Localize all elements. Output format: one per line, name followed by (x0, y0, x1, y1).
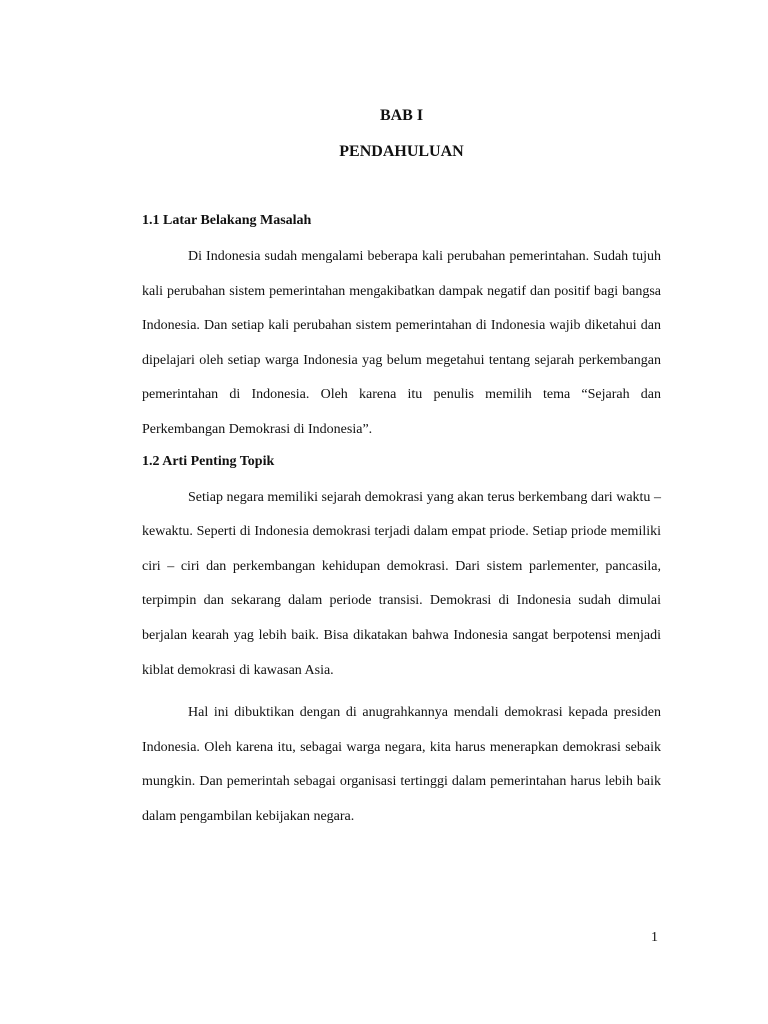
chapter-title: PENDAHULUAN (339, 143, 464, 160)
page-content (142, 105, 661, 835)
section-heading-arti-penting: 1.2 Arti Penting Topik (142, 453, 275, 469)
section-heading-latar-belakang: 1.1 Latar Belakang Masalah (142, 213, 312, 228)
paragraph-latar-belakang: Di Indonesia sudah mengalami beberapa kali perubahan pemerintahan. Sudah tujuh kali perubahan sistem pemerintahan mengakibatkan dampak negatif dan positif bagi bangsa Indonesia. Dan setiap kali perubahan sistem pemerintahan di Indonesia wajib diketahui dan dipelajari oleh setiap warga Indonesia yag belum megetahui tentang sejarah perkembangan pemerintahan di Indonesia. Oleh karena itu penulis memilih tema “Sejarah dan Perkembangan Demokrasi di Indonesia”. (142, 249, 661, 437)
chapter-label: BAB I (379, 107, 424, 124)
paragraph-arti-penting-1: Setiap negara memiliki sejarah demokrasi yang akan terus berkembang dari waktu – kewaktu. Seperti di Indonesia demokrasi terjadi dalam empat priode. Setiap priode memiliki ciri – ciri dan perkembangan kehidupan demokrasi. Dari sistem parlementer, pancasila, terpimpin dan sekarang dalam periode transisi. Demokrasi di Indonesia sudah dimulai berjalan kearah yag lebih baik. Bisa dikatakan bahwa Indonesia sangat berpotensi menjadi kiblat demokrasi di kawasan Asia. (142, 489, 661, 678)
paragraph-arti-penting-2: Hal ini dibuktikan dengan di anugrahkannya mendali demokrasi kepada presiden Indonesia. Oleh karena itu, sebagai warga negara, kita harus menerapkan demokrasi sebaik mungkin. Dan pemerintah sebagai organisasi tertinggi dalam pemerintahan harus lebih baik dalam pengambilan kebijakan negara. (142, 705, 661, 824)
page-number: 1 (651, 930, 658, 945)
